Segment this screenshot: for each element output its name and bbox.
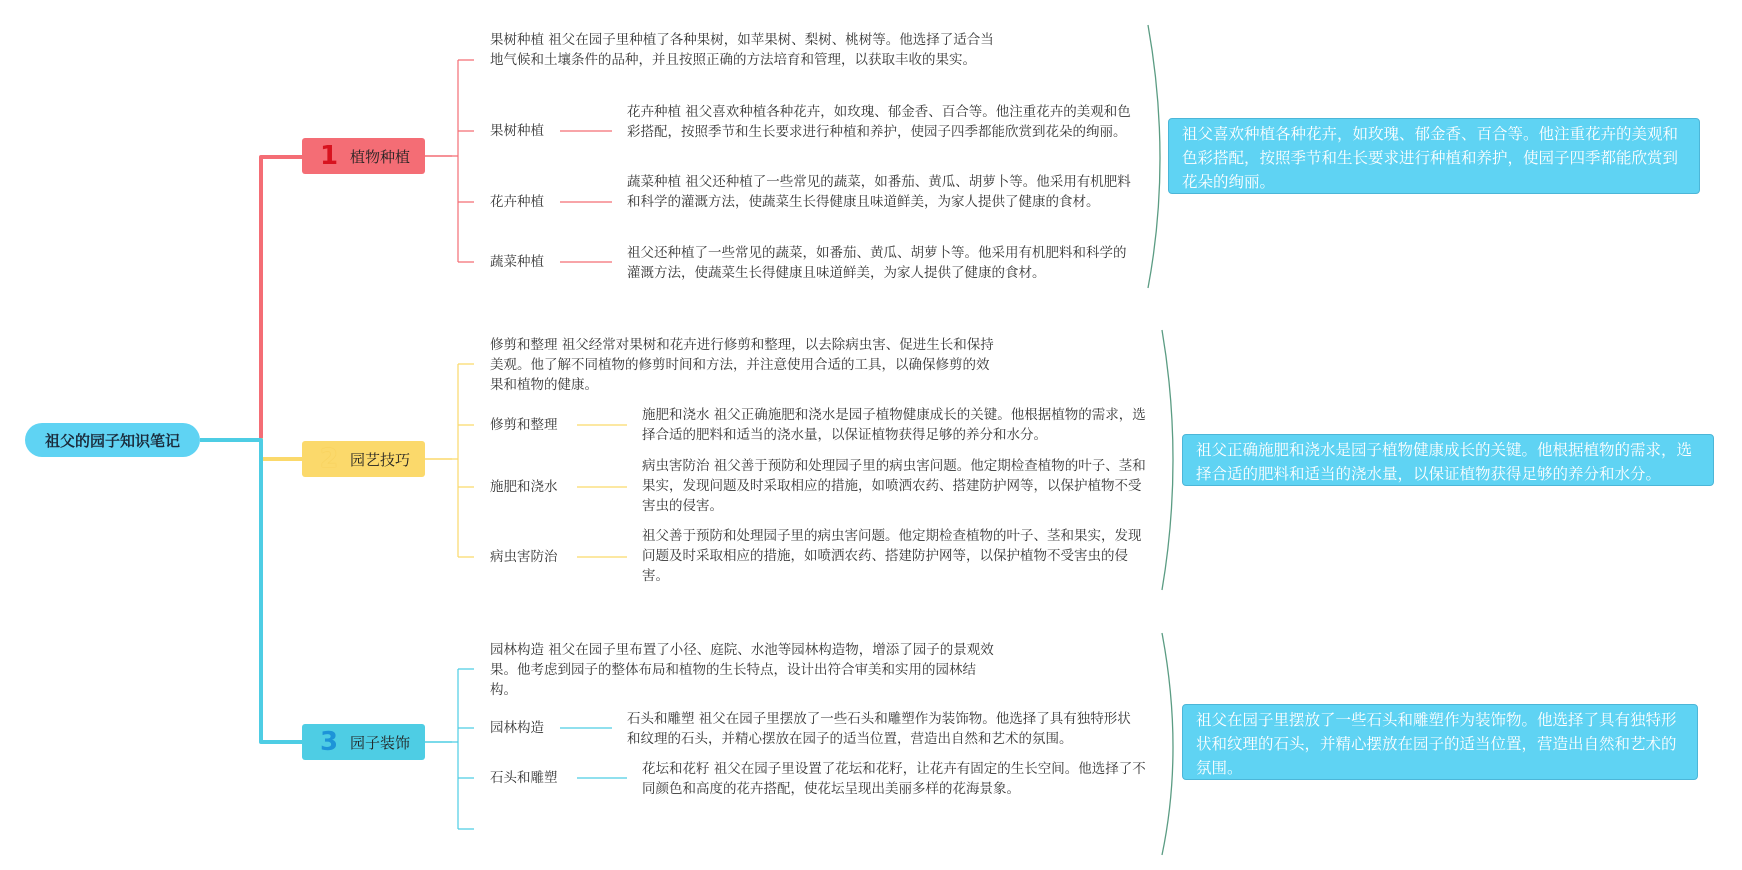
branch-plant-cultivation[interactable] [302, 138, 425, 174]
child-detail[interactable]: 石头和雕塑 祖父在园子里摆放了一些石头和雕塑作为装饰物。他选择了具有独特形状和纹理的石头，并精心摆放在园子的适当位置，营造出自然和艺术的氛围。 [627, 711, 1131, 747]
branch-gardening-skills[interactable] [302, 441, 425, 477]
branch-number: 1 [320, 141, 339, 171]
child-label[interactable]: 石头和雕塑 [490, 770, 558, 786]
child-label[interactable]: 果树种植 [490, 123, 544, 139]
summary-text: 祖父在园子里摆放了一些石头和雕塑作为装饰物。他选择了具有独特形状和纹理的石头，并精心摆放在园子的适当位置，营造出自然和艺术的氛围。 [1196, 711, 1677, 777]
summary-text: 祖父正确施肥和浇水是园子植物健康成长的关键。他根据植物的需求，选择合适的肥料和适当的浇水量，以保证植物获得足够的养分和水分。 [1196, 441, 1693, 483]
branch-number: 2 [320, 444, 339, 474]
branch-intro[interactable]: 园林构造 祖父在园子里布置了小径、庭院、水池等园林构造物，增添了园子的景观效果。他考虑到园子的整体布局和植物的生长特点，设计出符合审美和实用的园林结构。 [490, 642, 994, 698]
summary-gardening-skills[interactable] [1182, 434, 1714, 486]
branch-intro[interactable]: 果树种植 祖父在园子里种植了各种果树，如苹果树、梨树、桃树等。他选择了适合当地气候和土壤条件的品种，并且按照正确的方法培育和管理，以获取丰收的果实。 [490, 32, 994, 68]
child-label[interactable]: 蔬菜种植 [490, 254, 544, 270]
child-label[interactable]: 修剪和整理 [490, 417, 558, 433]
summary-plant-cultivation[interactable] [1168, 118, 1700, 194]
child-detail[interactable]: 祖父还种植了一些常见的蔬菜，如番茄、黄瓜、胡萝卜等。他采用有机肥料和科学的灌溉方法，使蔬菜生长得健康且味道鲜美，为家人提供了健康的食材。 [627, 245, 1127, 281]
child-detail[interactable]: 花卉种植 祖父喜欢种植各种花卉，如玫瑰、郁金香、百合等。他注重花卉的美观和色彩搭配，按照季节和生长要求进行种植和养护，使园子四季都能欣赏到花朵的绚丽。 [627, 104, 1131, 140]
summary-garden-decoration[interactable] [1182, 704, 1698, 780]
root-topic[interactable] [25, 423, 200, 457]
child-label[interactable]: 花卉种植 [490, 194, 544, 210]
child-label[interactable]: 园林构造 [490, 720, 544, 736]
child-detail[interactable]: 花坛和花籽 祖父在园子里设置了花坛和花籽，让花卉有固定的生长空间。他选择了不同颜色和高度的花卉搭配，使花坛呈现出美丽多样的花海景象。 [642, 761, 1146, 797]
summary-text: 祖父喜欢种植各种花卉，如玫瑰、郁金香、百合等。他注重花卉的美观和色彩搭配，按照季节和生长要求进行种植和养护，使园子四季都能欣赏到花朵的绚丽。 [1182, 125, 1679, 191]
child-detail[interactable]: 病虫害防治 祖父善于预防和处理园子里的病虫害问题。他定期检查植物的叶子、茎和果实，发现问题及时采取相应的措施，如喷洒农药、搭建防护网等，以保护植物不受害虫的侵害。 [642, 458, 1146, 514]
branch-number: 3 [320, 727, 339, 757]
branch-intro[interactable]: 修剪和整理 祖父经常对果树和花卉进行修剪和整理，以去除病虫害、促进生长和保持美观。他了解不同植物的修剪时间和方法，并注意使用合适的工具，以确保修剪的效果和植物的健康。 [490, 337, 994, 393]
child-label[interactable]: 病虫害防治 [490, 549, 558, 565]
branch-title: 植物种植 [350, 147, 411, 166]
child-detail[interactable]: 施肥和浇水 祖父正确施肥和浇水是园子植物健康成长的关键。他根据植物的需求，选择合适的肥料和适当的浇水量，以保证植物获得足够的养分和水分。 [642, 407, 1146, 443]
branch-title: 园子装饰 [350, 733, 411, 752]
child-detail[interactable]: 祖父善于预防和处理园子里的病虫害问题。他定期检查植物的叶子、茎和果实，发现问题及时采取相应的措施，如喷洒农药、搭建防护网等，以保护植物不受害虫的侵害。 [642, 528, 1142, 584]
child-detail[interactable]: 蔬菜种植 祖父还种植了一些常见的蔬菜，如番茄、黄瓜、胡萝卜等。他采用有机肥料和科学的灌溉方法，使蔬菜生长得健康且味道鲜美，为家人提供了健康的食材。 [627, 174, 1131, 210]
branch-garden-decoration[interactable] [302, 724, 425, 760]
branch-title: 园艺技巧 [350, 450, 411, 469]
child-label[interactable]: 施肥和浇水 [490, 479, 558, 495]
root-title: 祖父的园子知识笔记 [44, 431, 180, 450]
